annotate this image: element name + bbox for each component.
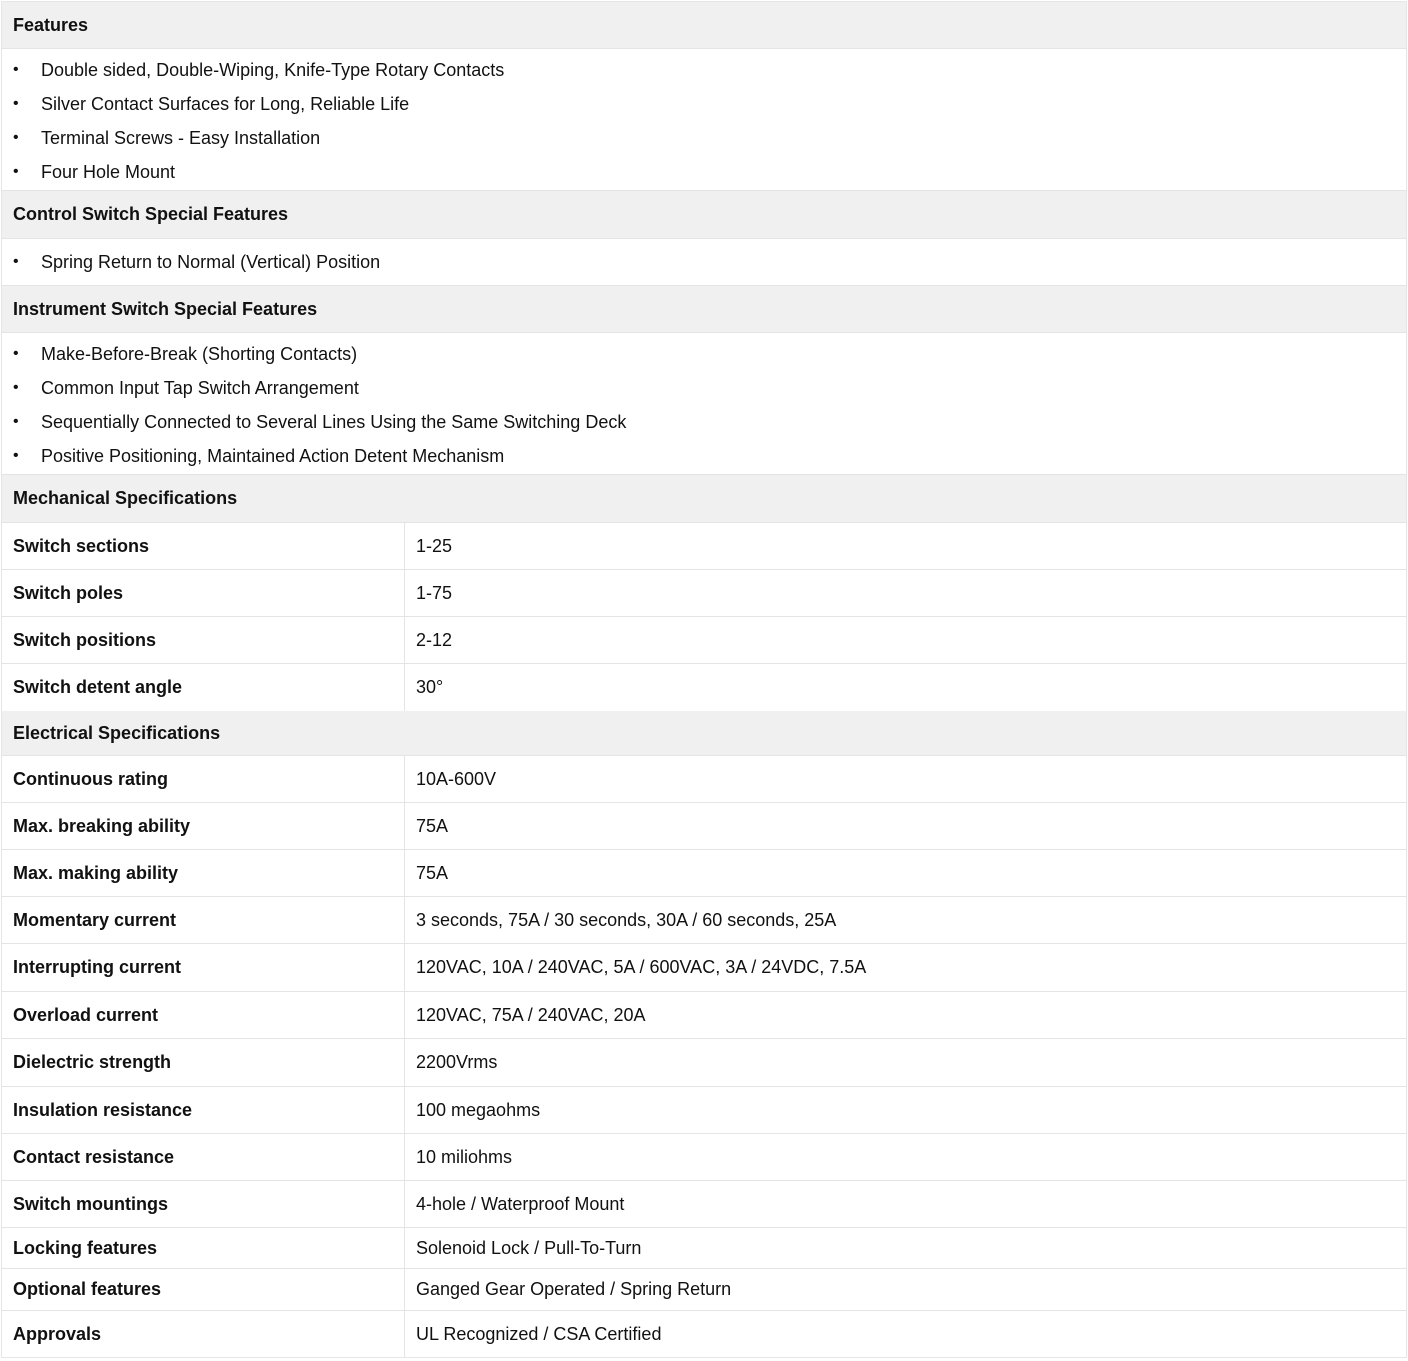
table-row xyxy=(2,992,1406,1039)
spec-value: 1-25 xyxy=(416,535,453,556)
electrical-title: Electrical Specifications xyxy=(13,722,221,743)
spec-value: 10 miliohms xyxy=(416,1146,513,1167)
instrument-switch-title: Instrument Switch Special Features xyxy=(13,298,318,319)
spec-label: Contact resistance xyxy=(2,1134,405,1180)
list-item xyxy=(2,405,1406,439)
table-row xyxy=(2,756,1406,803)
table-row xyxy=(2,1181,1406,1228)
table-row xyxy=(2,523,1406,570)
bullet-icon: • xyxy=(13,253,19,270)
electrical-header xyxy=(2,711,1406,756)
spec-label: Optional features xyxy=(2,1269,405,1310)
table-row xyxy=(2,1269,1406,1311)
list-item xyxy=(2,439,1406,473)
spec-value: Solenoid Lock / Pull-To-Turn xyxy=(416,1237,642,1258)
features-list xyxy=(2,49,1406,191)
spec-label: Switch poles xyxy=(2,570,405,616)
spec-label: Approvals xyxy=(2,1311,405,1357)
list-item-text: Positive Positioning, Maintained Action Detent Mechanism xyxy=(41,445,505,466)
bullet-icon: • xyxy=(13,61,19,78)
list-item-text: Double sided, Double-Wiping, Knife-Type Rotary Contacts xyxy=(41,59,505,80)
control-switch-list xyxy=(2,239,1406,286)
spec-sheet xyxy=(1,1,1407,1358)
spec-value: 100 megaohms xyxy=(416,1099,541,1120)
spec-value: 2200Vrms xyxy=(416,1052,498,1072)
spec-value: 75A xyxy=(416,815,449,836)
spec-value: 75A xyxy=(416,862,449,883)
mechanical-header xyxy=(2,475,1406,523)
table-row xyxy=(2,897,1406,944)
list-item xyxy=(2,87,1406,121)
list-item xyxy=(2,155,1406,189)
list-item xyxy=(2,245,1406,279)
spec-value: 30° xyxy=(416,677,444,697)
features-title: Features xyxy=(13,14,89,35)
spec-label: Switch detent angle xyxy=(2,664,405,711)
bullet-icon: • xyxy=(13,129,19,146)
spec-value: 1-75 xyxy=(416,582,453,603)
bullet-icon: • xyxy=(13,413,19,430)
spec-label: Momentary current xyxy=(2,897,405,943)
table-row xyxy=(2,570,1406,617)
bullet-icon: • xyxy=(13,447,19,464)
table-row xyxy=(2,1039,1406,1087)
table-row xyxy=(2,944,1406,992)
spec-value: 120VAC, 75A / 240VAC, 20A xyxy=(416,1004,646,1025)
table-row xyxy=(2,664,1406,711)
bullet-icon: • xyxy=(13,379,19,396)
spec-label: Switch sections xyxy=(2,523,405,569)
spec-value: 4-hole / Waterproof Mount xyxy=(416,1193,625,1214)
spec-value: 10A-600V xyxy=(416,768,497,789)
mechanical-table xyxy=(2,523,1406,711)
table-row xyxy=(2,1087,1406,1134)
list-item xyxy=(2,337,1406,371)
spec-value: 3 seconds, 75A / 30 seconds, 30A / 60 seconds, 25A xyxy=(416,909,837,930)
table-row xyxy=(2,617,1406,664)
mechanical-title: Mechanical Specifications xyxy=(13,488,238,508)
list-item-text: Terminal Screws - Easy Installation xyxy=(41,127,321,148)
instrument-switch-list xyxy=(2,333,1406,475)
spec-label: Switch mountings xyxy=(2,1181,405,1227)
spec-label: Max. making ability xyxy=(2,850,405,896)
bullet-icon: • xyxy=(13,95,19,112)
spec-label: Overload current xyxy=(2,992,405,1038)
list-item-text: Silver Contact Surfaces for Long, Reliable Life xyxy=(41,93,410,114)
spec-value: 120VAC, 10A / 240VAC, 5A / 600VAC, 3A / 24VDC, 7.5A xyxy=(416,957,867,977)
list-item-text: Sequentially Connected to Several Lines Using the Same Switching Deck xyxy=(41,411,627,432)
list-item-text: Spring Return to Normal (Vertical) Position xyxy=(41,251,381,272)
spec-value: UL Recognized / CSA Certified xyxy=(416,1323,662,1344)
table-row xyxy=(2,850,1406,897)
spec-value: Ganged Gear Operated / Spring Return xyxy=(416,1279,732,1299)
list-item xyxy=(2,53,1406,87)
spec-value: 2-12 xyxy=(416,629,453,650)
list-item-text: Four Hole Mount xyxy=(41,161,176,182)
table-row xyxy=(2,1134,1406,1181)
spec-label: Dielectric strength xyxy=(2,1039,405,1086)
spec-label: Insulation resistance xyxy=(2,1087,405,1133)
control-switch-header xyxy=(2,191,1406,239)
spec-label: Locking features xyxy=(2,1228,405,1268)
spec-label: Max. breaking ability xyxy=(2,803,405,849)
list-item-text: Common Input Tap Switch Arrangement xyxy=(41,377,359,398)
instrument-switch-header xyxy=(2,286,1406,333)
table-row xyxy=(2,803,1406,850)
table-row xyxy=(2,1228,1406,1269)
list-item-text: Make-Before-Break (Shorting Contacts) xyxy=(41,343,358,364)
list-item xyxy=(2,371,1406,405)
bullet-icon: • xyxy=(13,345,19,362)
spec-label: Switch positions xyxy=(2,617,405,663)
bullet-icon: • xyxy=(13,163,19,180)
electrical-table xyxy=(2,756,1406,1357)
control-switch-title: Control Switch Special Features xyxy=(13,204,289,224)
list-item xyxy=(2,121,1406,155)
table-row xyxy=(2,1311,1406,1357)
spec-label: Continuous rating xyxy=(2,756,405,802)
spec-label: Interrupting current xyxy=(2,944,405,991)
features-header xyxy=(2,2,1406,49)
